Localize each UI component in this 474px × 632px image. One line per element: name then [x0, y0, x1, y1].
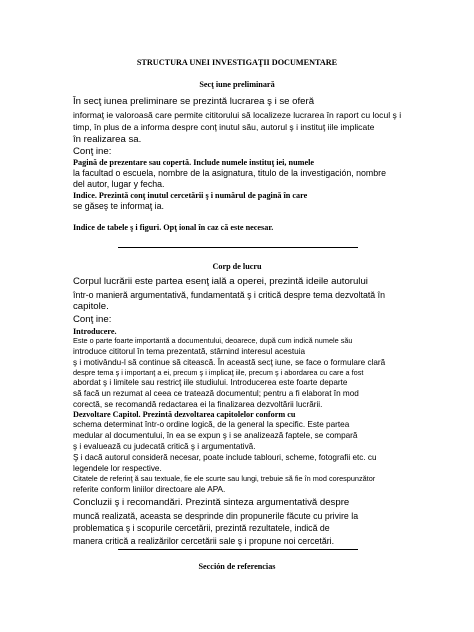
- tables-index-item: Indice de tabele ş i figuri. Opţ ional în caz că este necesar.: [73, 223, 274, 232]
- text-line: se găseş te informaţ ia.: [73, 201, 164, 211]
- document-title: STRUCTURA UNEI INVESTIGAŢII DOCUMENTARE: [136, 58, 338, 67]
- contents-label: Conţ ine:: [73, 146, 112, 157]
- preliminary-paragraph: [73, 96, 433, 146]
- section-heading-body: Corp de lucru: [212, 262, 262, 271]
- section-heading-preliminary: Secţ iune preliminară: [199, 80, 275, 89]
- text-line: medular al documentului, în ea se expun ş i se analizează faptele, se compară: [73, 431, 358, 440]
- introduction-text: [73, 336, 433, 410]
- section-divider: [118, 247, 358, 248]
- body-paragraph: [73, 276, 433, 326]
- text-line: muncă realizată, aceasta se desprinde din propunerile făcute cu privire la: [73, 510, 359, 521]
- text-line: abordat ş i limitele sau restricţ iile studiului. Introducerea este foarte departe: [73, 378, 348, 388]
- index-heading: Indice. Prezintă conţ inutul cercetării ş i numărul de pagină în care: [73, 191, 308, 200]
- conclusions-paragraph: [73, 497, 433, 547]
- text-line: del autor, lugar y fecha.: [73, 179, 165, 189]
- text-line: corectă, se recomandă redactarea ei la finalizarea dezvoltării lucrării.: [73, 400, 323, 410]
- section-heading-references: Sección de referencias: [198, 562, 276, 571]
- text-line: timp, în plus de a informa despre conţ inutul său, autorul ş i instituţ iile implicate: [73, 122, 375, 133]
- text-line: să facă un rezumat al ceea ce tratează documentul; pentru a fi elaborat în mod: [73, 389, 359, 399]
- text-line: ş i evaluează cu judecată critică ş i argumentativă.: [73, 442, 256, 451]
- chapter-development-heading: Dezvoltare Capitol. Prezintă dezvoltarea capitolelor conform cu: [73, 410, 296, 419]
- text-line: legendele lor respective.: [73, 464, 162, 473]
- text-line: informaţ ie valoroasă care permite cititorului să localizeze lucrarea în raport cu locul ş i: [73, 109, 402, 120]
- chapter-development-text: [73, 419, 433, 495]
- text-line: în realizarea sa.: [73, 133, 142, 145]
- text-line: capitole.: [73, 301, 109, 313]
- text-line: manera critică a realizărilor cercetării sale ş i propune noi cercetări.: [73, 535, 335, 546]
- cover-page-heading: Pagină de prezentare sau copertă. Include numele instituţ iei, numele: [73, 158, 314, 167]
- cover-page-item: [73, 157, 433, 190]
- section-divider: [118, 549, 358, 550]
- text-line: Corpul lucrării este partea esenţ ială a operei, prezintă ideile autorului: [73, 276, 368, 287]
- text-line: În secţ iunea preliminare se prezintă lucrarea ş i se oferă: [73, 96, 315, 107]
- text-line: Concluzii ş i recomandări. Prezintă sinteza argumentativă despre: [73, 497, 350, 508]
- text-line: Ş i dacă autorul consideră necesar, poate include tablouri, scheme, fotografii etc. cu: [73, 453, 377, 462]
- text-line: Citatele de referinţ ă sau textuale, fie ele scurte sau lungi, trebuie să fie în mod corespunzător: [73, 474, 376, 483]
- text-line: ş i motivându-l să continue să citească. În această secţ iune, se face o formulare clară: [73, 357, 386, 367]
- text-line: Este o parte foarte importantă a documentului, deoarece, după cum indică numele său: [73, 336, 353, 345]
- text-line: într-o manieră argumentativă, fundamentată ş i critică despre tema dezvoltată în: [73, 289, 385, 300]
- text-line: la facultad o escuela, nombre de la asignatura, titulo de la investigación, nombre: [73, 168, 386, 178]
- text-line: introduce cititorul în tema prezentată, stârnind interesul acestuia: [73, 346, 306, 356]
- text-line: Conţ ine:: [73, 313, 112, 325]
- text-line: problematica ş i scopurile cercetării, prezintă rezultatele, indică de: [73, 523, 330, 534]
- index-item: [73, 190, 433, 212]
- introduction-heading: Introducere.: [73, 327, 117, 336]
- text-line: referite conform liniilor directoare ale APA.: [73, 484, 226, 494]
- text-line: schema determinat într-o ordine logică, de la general la specific. Este partea: [73, 420, 350, 429]
- text-line: despre tema ş i importanţ a ei, precum ş i implicaţ iile, precum ş i abordarea cu care a fost: [73, 367, 364, 377]
